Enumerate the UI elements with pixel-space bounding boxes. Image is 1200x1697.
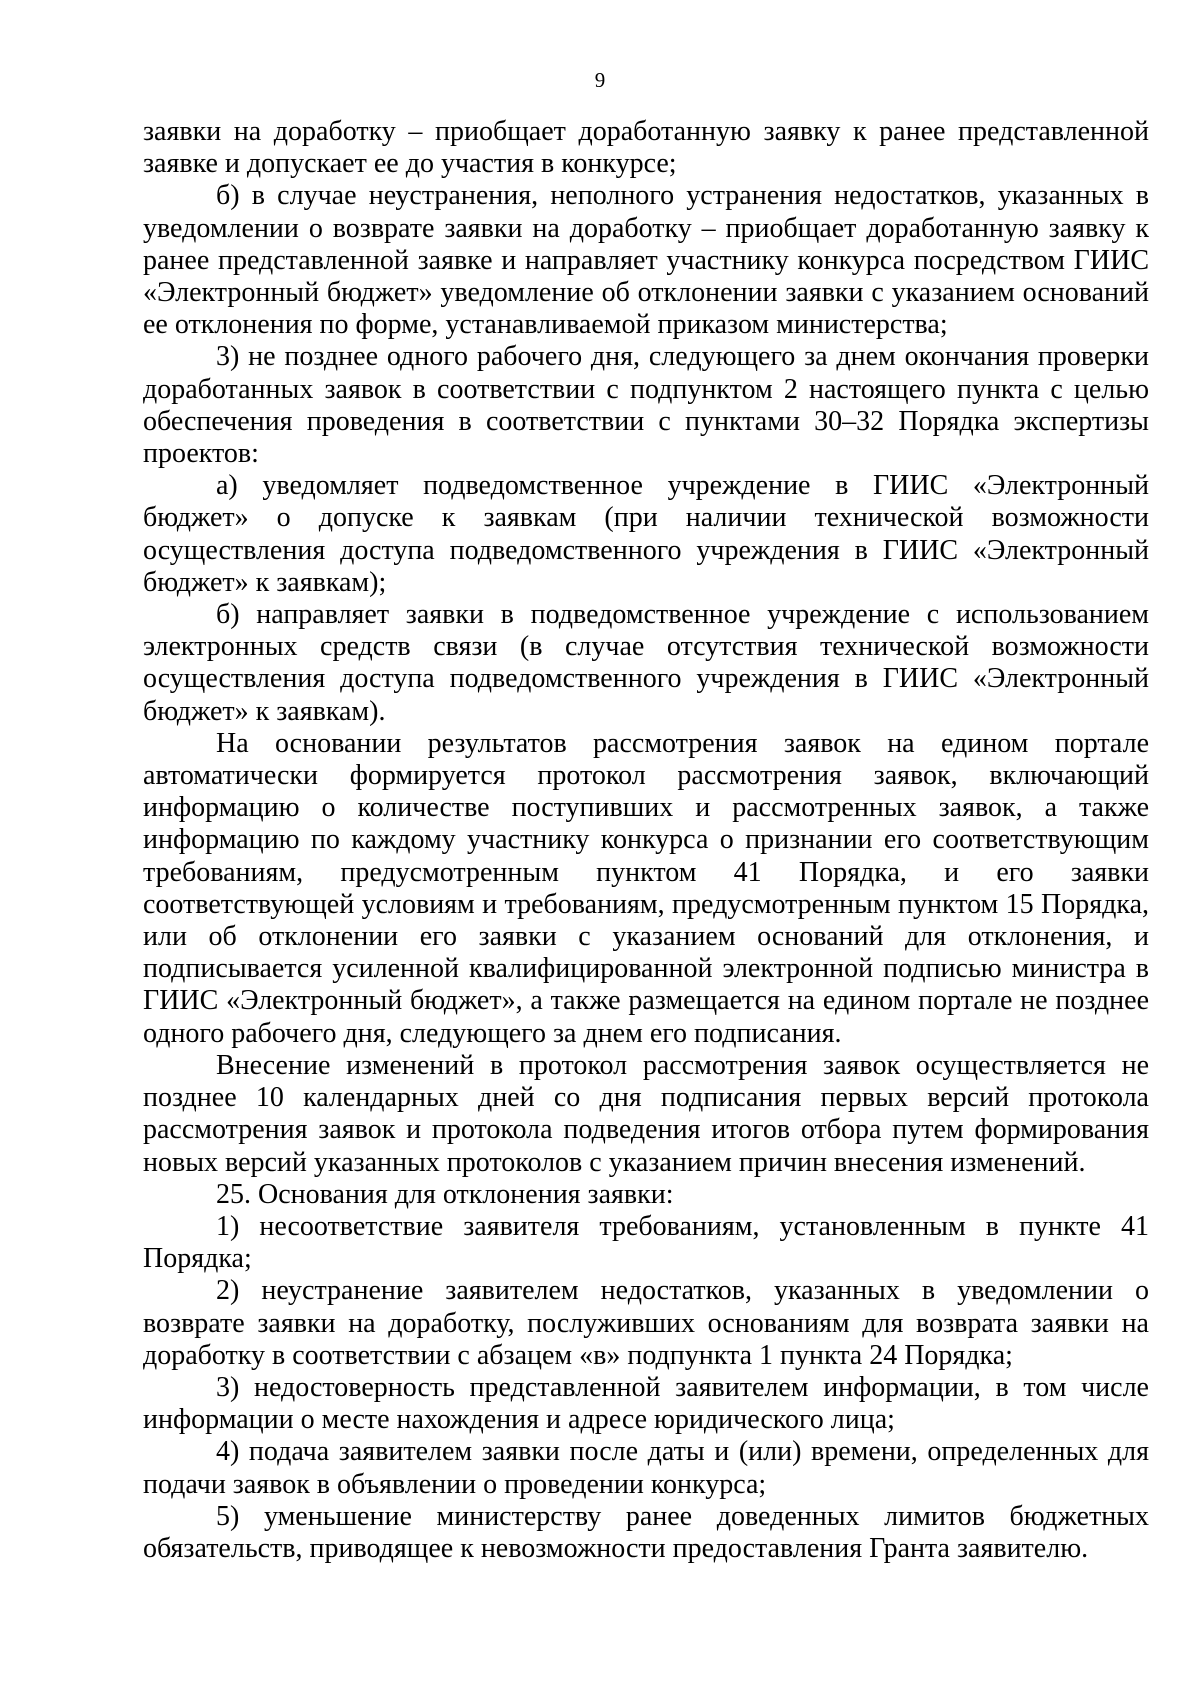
list-item: 5) уменьшение министерству ранее доведенных лимитов бюджетных обязательств, приводящее к невозможности предоставления Гранта заявителю.: [143, 1500, 1149, 1564]
paragraph: На основании результатов рассмотрения заявок на едином портале автоматически формируется протокол рассмотрения заявок, включающий информацию о количестве поступивших и рассмотренных заявок, а также информацию по каждому участнику конкурса о признании его соответствующим требованиям, предусмотренным пунктом 41 Порядка, и его заявки соответствующей условиям и требованиям, предусмотренным пунктом 15 Порядка, или об отклонении его заявки с указанием оснований для отклонения, и подписывается усиленной квалифицированной электронной подписью министра в ГИИС «Электронный бюджет», а также размещается на едином портале не позднее одного рабочего дня, следующего за днем его подписания.: [143, 727, 1149, 1049]
list-item: 3) недостоверность представленной заявителем информации, в том числе информации о месте нахождения и адресе юридического лица;: [143, 1371, 1149, 1436]
page-number: 9: [594, 68, 606, 92]
paragraph: а) уведомляет подведомственное учреждение в ГИИС «Электронный бюджет» о допуске к заявкам (при наличии технической возможности осуществления доступа подведомственного учреждения в ГИИС «Электронный бюджет» к заявкам);: [143, 470, 1149, 598]
paragraph: б) в случае неустранения, неполного устранения недостатков, указанных в уведомлении о возврате заявки на доработку – приобщает доработанную заявку к ранее представленной заявке и направляет участнику конкурса посредством ГИИС «Электронный бюджет» уведомление об отклонении заявки с указанием оснований ее отклонения по форме, устанавливаемой приказом министерства;: [143, 180, 1149, 341]
paragraph: Внесение изменений в протокол рассмотрения заявок осуществляется не позднее 10 календарных дней со дня подписания первых версий протокола рассмотрения заявок и протокола подведения итогов отбора путем формирования новых версий указанных протоколов с указанием причин внесения изменений.: [143, 1049, 1149, 1178]
paragraph: 3) не позднее одного рабочего дня, следующего за днем окончания проверки доработанных заявок в соответствии с подпунктом 2 настоящего пункта с целью обеспечения проведения в соответствии с пунктами 30–32 Порядка экспертизы проектов:: [143, 341, 1149, 470]
paragraph: б) направляет заявки в подведомственное учреждение с использованием электронных средств связи (в случае отсутствия технической возможности осуществления доступа подведомственного учреждения в ГИИС «Электронный бюджет» к заявкам).: [143, 599, 1149, 727]
list-item: 1) несоответствие заявителя требованиям, установленным в пункте 41 Порядка;: [143, 1210, 1149, 1275]
section-heading-item: 25. Основания для отклонения заявки:: [216, 1178, 674, 1210]
list-item: 4) подача заявителем заявки после даты и (или) времени, определенных для подачи заявок в объявлении о проведении конкурса;: [143, 1436, 1149, 1500]
paragraph: заявки на доработку – приобщает доработанную заявку к ранее представленной заявке и допускает ее до участия в конкурсе;: [143, 116, 1149, 180]
list-item: 2) неустранение заявителем недостатков, указанных в уведомлении о возврате заявки на доработку, послуживших основаниям для возврата заявки на доработку в соответствии с абзацем «в» подпункта 1 пункта 24 Порядка;: [143, 1275, 1149, 1371]
document-body: [143, 116, 1149, 1565]
